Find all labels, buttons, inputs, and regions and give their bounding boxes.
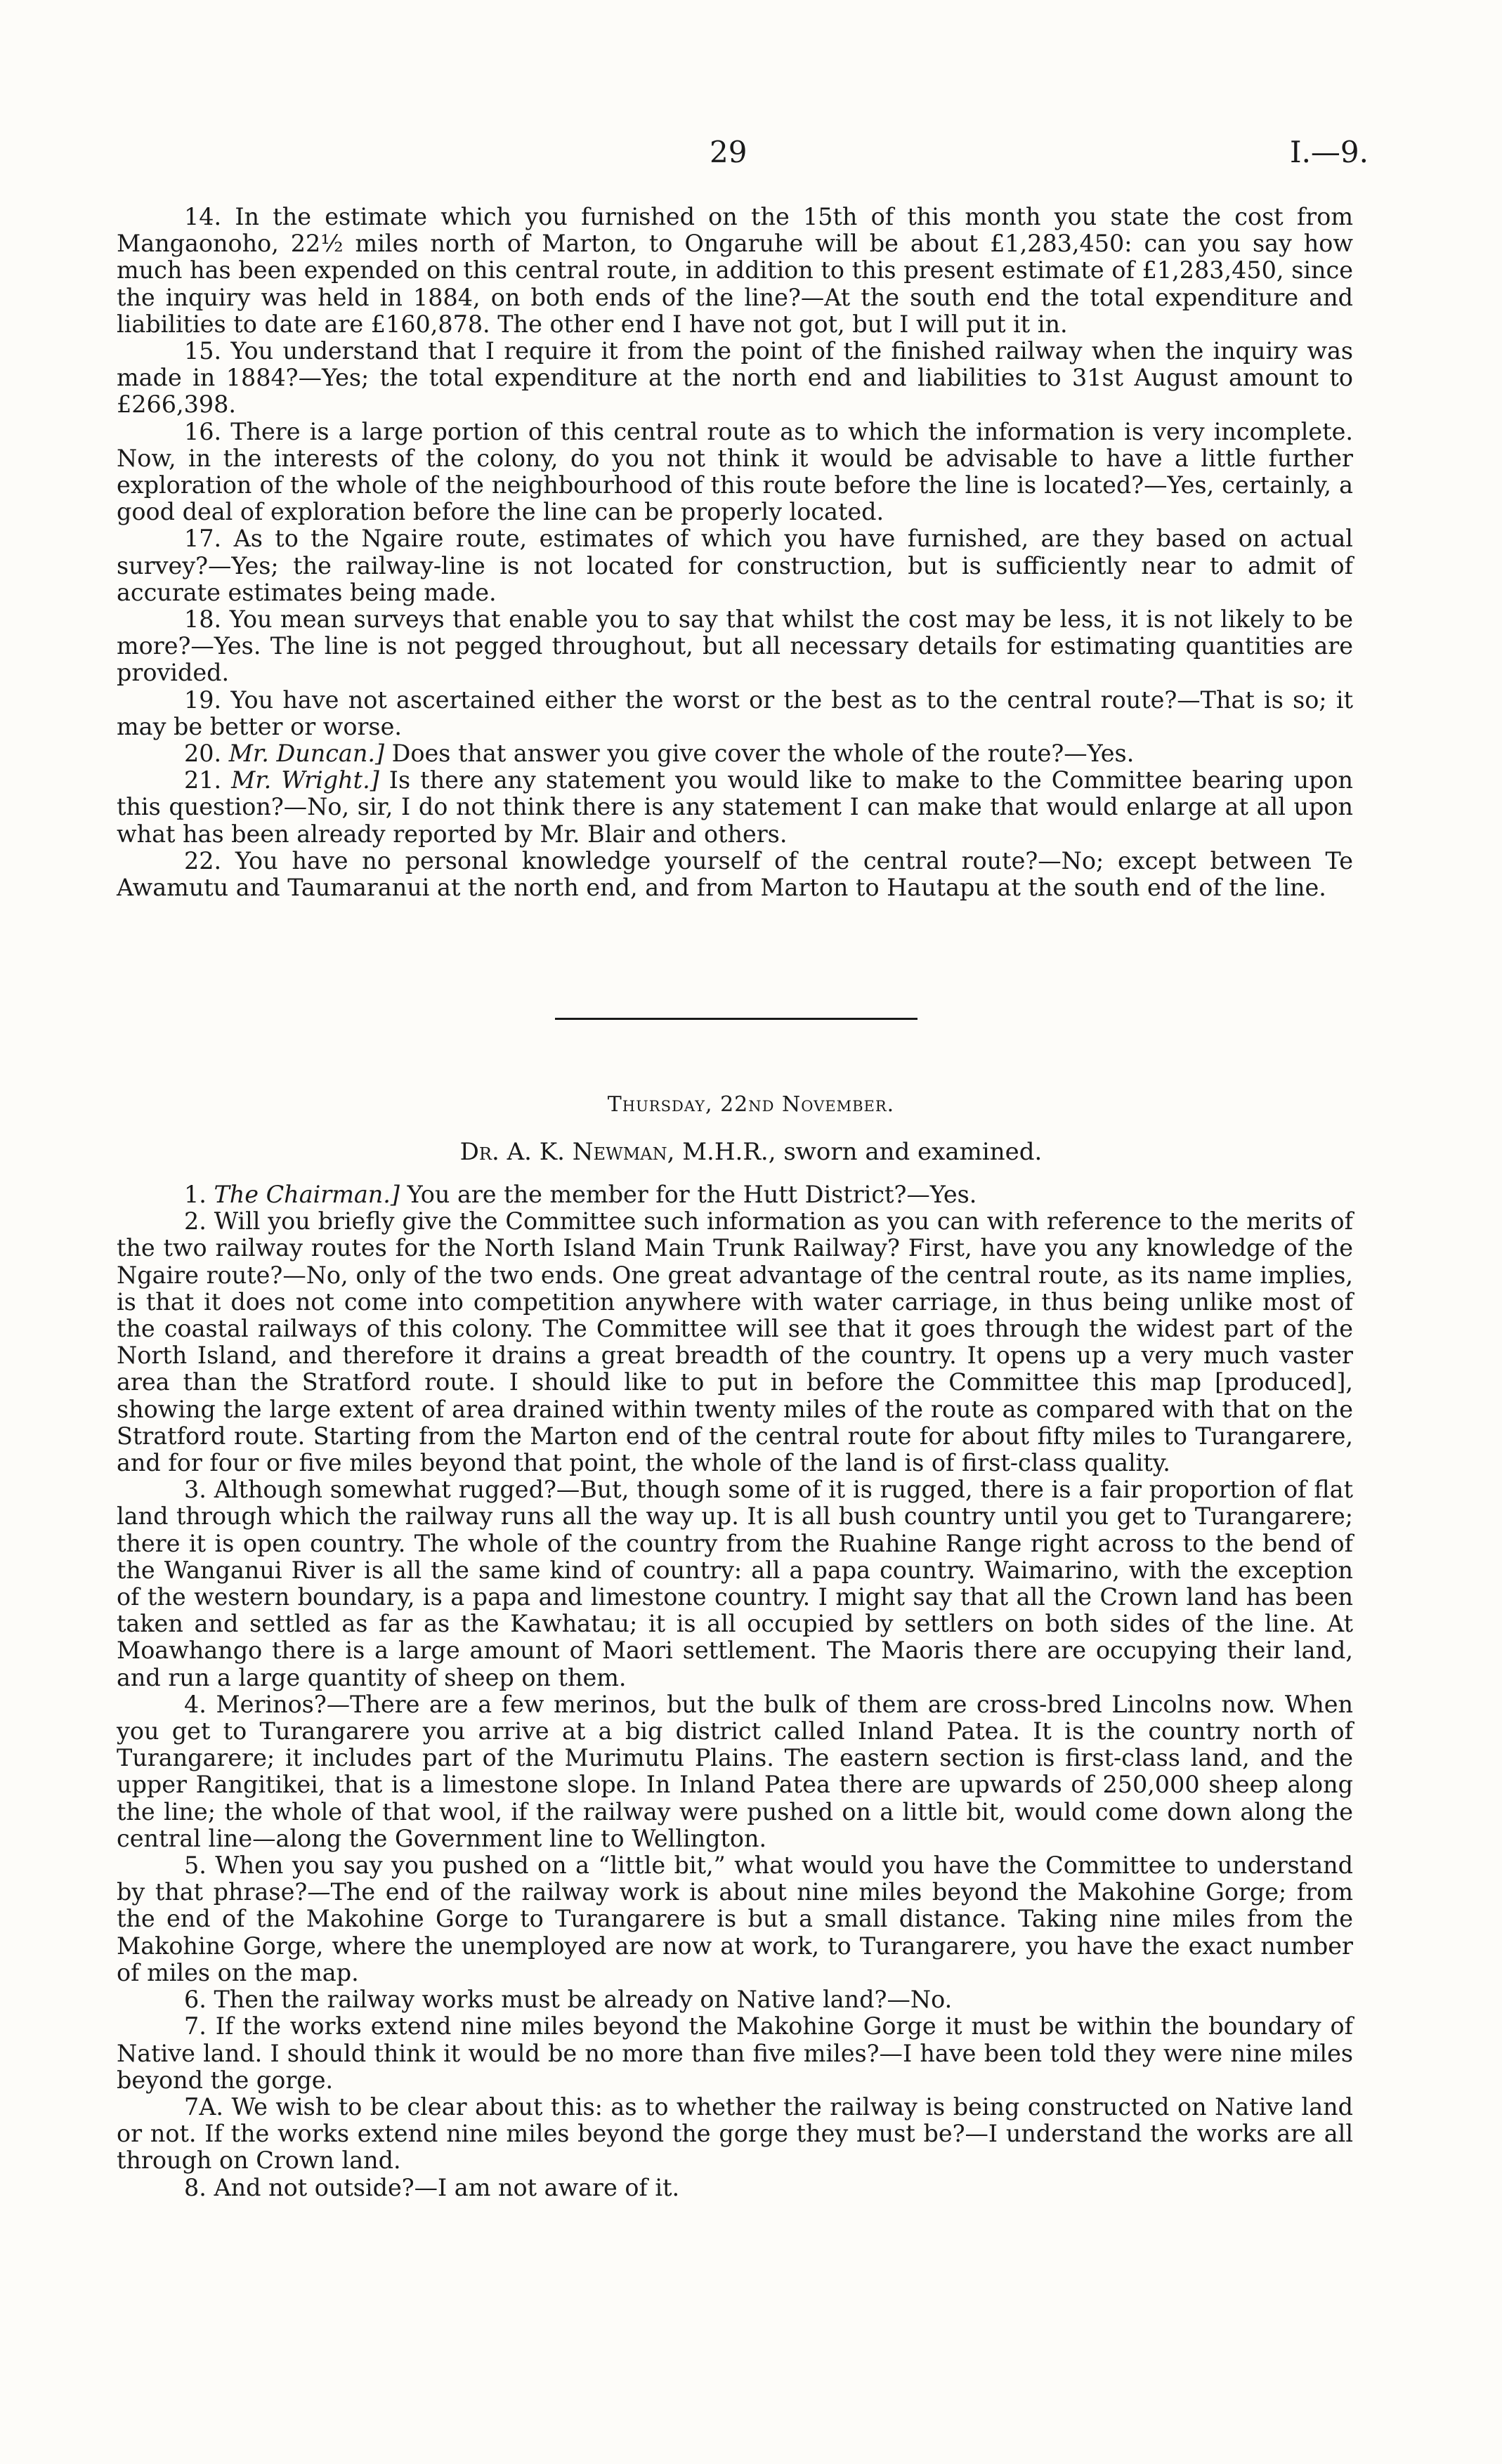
question-number: 20. [184,740,222,768]
question-number: 7A. [184,2092,223,2121]
question-paragraph [117,1476,1353,1691]
question-paragraph [117,1986,1353,2013]
question-text: Is there any statement you would like to make to the Committee bearing upon this question?—No, sir, I do not think there is any statement I can make that would enlarge at all upon what has been already reported by Mr. Blair and others. [117,766,1353,848]
witness-name: Dr. A. K. Newman [459,1138,667,1166]
question-text: Will you briefly give the Committee such information as you can with reference to the merits of the two railway routes for the North Island Main Trunk Railway? First, have you any knowledge of the Ngaire route?—No, only of the two ends. One great advantage of the central route, as its name implies, is that it does not come into competition anywhere with water carriage, in thus being unlike most of the coastal railways of this colony. The Committee will see that it goes through the widest part of the North Island, and therefore it drains a great breadth of the country. It opens up a very much vaster area than the Stratford route. I should like to put in before the Committee this map [produced], showing the large extent of area drained within twenty miles of the route as compared with that on the Stratford route. Starting from the Marton end of the central route for about fifty miles to Turangarere, and for four or five miles beyond that point, the whole of the land is of first-class quality. [117,1207,1353,1477]
question-text: There is a large portion of this central route as to which the information is very incomplete. Now, in the interests of the colony, do you not think it would be advisable to have a little further exploration of the whole of the neighbourhood of this route before the line is located?—Yes, certainly, a good deal of exploration before the line can be properly located. [117,417,1353,526]
question-paragraph [117,687,1353,740]
question-paragraph [117,1691,1353,1852]
question-text: We wish to be clear about this: as to whether the railway is being constructed on Native land or not. If the works extend nine miles beyond the gorge they must be?—I understand the works are all through on Crown land. [117,2092,1353,2175]
question-paragraph [117,1208,1353,1476]
question-paragraph [117,419,1353,526]
question-speaker: The Chairman.] [214,1181,400,1208]
section-divider [555,1018,917,1020]
question-number: 21. [184,766,222,794]
question-number: 18. [184,605,222,634]
question-speaker: Mr. Wright.] [231,766,379,794]
question-text: Then the railway works must be already on Native land?—No. [214,1986,953,2014]
question-number: 8. [184,2173,207,2201]
question-number: 19. [184,686,222,714]
page-number: 29 [710,135,747,169]
question-number: 4. [184,1690,207,1718]
question-number: 5. [184,1852,207,1880]
question-text: And not outside?—I am not aware of it. [214,2173,680,2201]
document-reference: I.—9. [1289,135,1369,169]
question-text: Merinos?—There are a few merinos, but the bulk of them are cross-bred Lincolns now. When you get to Turangarere you arrive at a big district called Inland Patea. It is the country north of Turangarere; it includes part of the Murimutu Plains. The eastern section is first-class land, and the upper Rangitikei, that is a limestone slope. In Inland Patea there are upwards of 250,000 sheep along the line; the whole of that wool, if the railway were pushed on a little bit, would come down along the central line—along the Government line to Wellington. [117,1690,1353,1852]
question-number: 17. [184,525,222,553]
question-paragraph [117,525,1353,606]
question-text: As to the Ngaire route, estimates of which you have furnished, are they based on actual survey?—Yes; the railway-line is not located for construction, but is sufficiently near to admit of accurate estimates being made. [117,525,1353,606]
question-number: 3. [184,1476,207,1504]
question-number: 22. [184,846,222,874]
date-heading: Thursday, 22nd November. [607,1092,895,1117]
witness-heading [0,1138,1502,1166]
question-number: 6. [184,1986,207,2014]
question-text: You mean surveys that enable you to say that whilst the cost may be less, it is not likely to be more?—Yes. The line is not pegged throughout, but all necessary details for estimating quantities are provided. [117,605,1353,687]
question-paragraph [117,606,1353,687]
question-number: 2. [184,1207,207,1236]
evidence-section-previous-witness [117,204,1353,901]
question-paragraph [117,204,1353,338]
question-text: You have not ascertained either the worst or the best as to the central route?—That is so; it may be better or worse. [117,686,1353,740]
question-number: 7. [184,2012,207,2040]
evidence-section-newman [117,1181,1353,2201]
question-speaker: Mr. Duncan.] [228,740,384,768]
question-number: 15. [184,337,222,365]
question-text: You are the member for the Hutt District?—Yes. [407,1181,977,1208]
question-text: You understand that I require it from the point of the finished railway when the inquiry was made in 1884?—Yes; the total expenditure at the north end and liabilities to 31st August amount to £266,398. [117,337,1353,419]
question-paragraph [117,1852,1353,1986]
witness-qualifier: , M.H.R., sworn and examined. [667,1138,1043,1166]
question-number: 16. [184,417,222,445]
question-paragraph [117,2013,1353,2094]
question-text: If the works extend nine miles beyond the Makohine Gorge it must be within the boundary of Native land. I should think it would be no more than five miles?—I have been told they were nine miles beyond the gorge. [117,2012,1353,2094]
question-paragraph [117,1181,1353,1208]
question-text: You have no personal knowledge yourself of the central route?—No; except between Te Awamutu and Taumaranui at the north end, and from Marton to Hautapu at the south end of the line. [117,846,1353,902]
question-number: 1. [184,1181,207,1208]
question-paragraph [117,740,1353,767]
page-header [0,135,1502,177]
question-paragraph [117,848,1353,901]
question-text: In the estimate which you furnished on the 15th of this month you state the cost from Mangaonoho, 22½ miles north of Marton, to Ongaruhe will be about £1,283,450: can you say how much has been expended on this central route, in addition to this present estimate of £1,283,450, since the inquiry was held in 1884, on both ends of the line?—At the south end the total expenditure and liabilities to date are £160,878. The other end I have not got, but I will put it in. [117,203,1353,338]
question-paragraph [117,2094,1353,2175]
question-paragraph [117,338,1353,419]
question-number: 14. [184,203,222,230]
question-text: When you say you pushed on a “little bit,” what would you have the Committee to understand by that phrase?—The end of the railway work is about nine miles beyond the Makohine Gorge; from the end of the Makohine Gorge to Turangarere is but a small distance. Taking nine miles from the Makohine Gorge, where the unemployed are now at work, to Turangarere, you have the exact number of miles on the map. [117,1852,1353,1986]
question-paragraph [117,2175,1353,2201]
question-text: Although somewhat rugged?—But, though some of it is rugged, there is a fair proportion of flat land through which the railway runs all the way up. It is all bush country until you get to Turangarere; there it is open country. The whole of the country from the Ruahine Range right across to the bend of the Wanganui River is all the same kind of country: all a papa country. Waimarino, with the exception of the western boundary, is a papa and limestone country. I might say that all the Crown land has been taken and settled as far as the Kawhatau; it is all occupied by settlers on both sides of the line. At Moawhango there is a large amount of Maori settlement. The Maoris there are occupying their land, and run a large quantity of sheep on them. [117,1476,1353,1691]
question-text: Does that answer you give cover the whole of the route?—Yes. [391,740,1135,768]
question-paragraph [117,767,1353,848]
